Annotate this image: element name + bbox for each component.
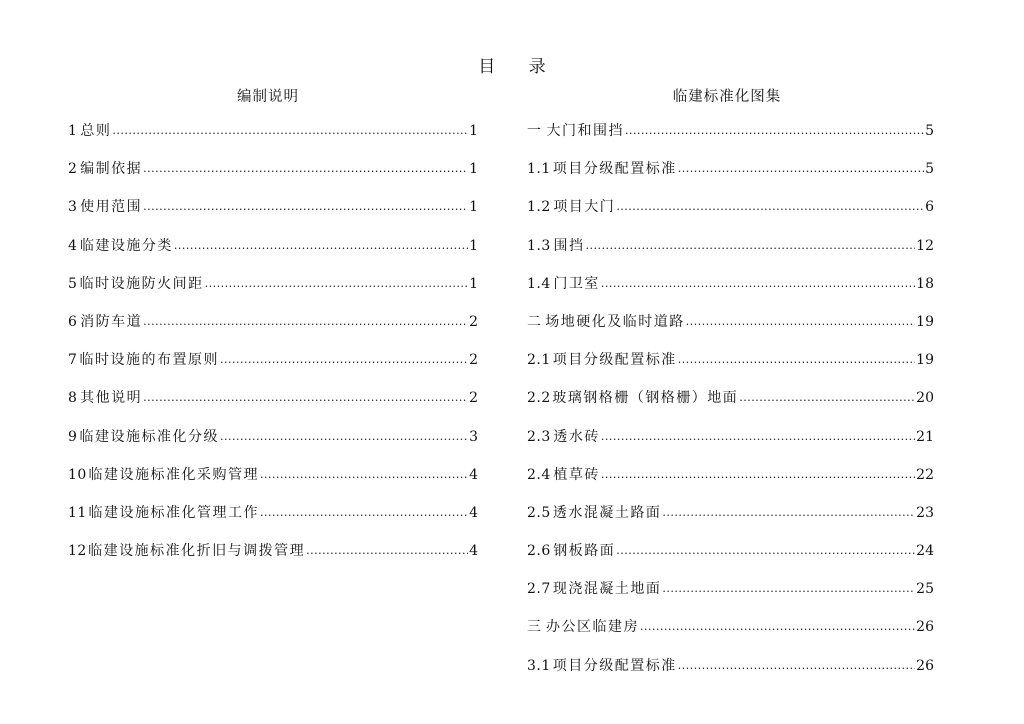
toc-entry-title: 项目大门 [553, 199, 616, 216]
toc-entry-title: 透水混凝土路面 [552, 504, 662, 521]
toc-entry-page-number: 1 [469, 275, 478, 292]
toc-entry-title: 临建设施分类 [79, 237, 173, 254]
toc-entry-title: 门卫室 [553, 275, 600, 292]
toc-entry-number: 3 [68, 199, 78, 216]
toc-entry-number: 2.7 [527, 581, 551, 598]
toc-dot-leader [601, 424, 915, 450]
toc-dot-leader [205, 271, 468, 297]
toc-dot-leader [143, 194, 468, 220]
toc-entry-page-number: 19 [916, 352, 934, 369]
toc-entry-title: 钢板路面 [553, 543, 616, 560]
toc-entry-number: 三 [527, 619, 542, 636]
toc-entry[interactable] [527, 233, 934, 271]
toc-entry-title: 玻璃钢格栅（钢格栅）地面 [552, 390, 739, 407]
toc-entry-page-number: 22 [916, 466, 934, 483]
toc-dot-leader [616, 538, 915, 564]
toc-dot-leader [640, 614, 915, 640]
toc-entry-title: 临建设施标准化采购管理 [88, 466, 260, 483]
toc-entry-title: 项目分级配置标准 [552, 352, 677, 369]
toc-entry[interactable] [527, 424, 934, 462]
toc-dot-leader [586, 233, 916, 259]
toc-entry[interactable] [527, 156, 934, 194]
toc-entry-page-number: 1 [469, 161, 478, 178]
toc-entry-page-number: 24 [916, 543, 934, 560]
toc-entry-title: 其他说明 [80, 390, 143, 407]
toc-entry[interactable] [527, 576, 934, 614]
toc-entry[interactable] [68, 385, 478, 423]
toc-dot-leader [739, 385, 915, 411]
toc-entry-page-number: 5 [925, 161, 934, 178]
toc-entry-title: 现浇混凝土地面 [552, 581, 662, 598]
toc-entry-title: 消防车道 [80, 313, 143, 330]
toc-entry-number: 7 [68, 352, 78, 369]
toc-entry[interactable] [68, 233, 478, 271]
toc-entry[interactable] [68, 194, 478, 232]
toc-entry-number: 1.2 [527, 199, 551, 216]
toc-entry-page-number: 3 [469, 428, 478, 445]
toc-entry-number: 1.4 [527, 275, 551, 292]
toc-entry-page-number: 26 [916, 657, 934, 674]
toc-entry-page-number: 4 [469, 504, 478, 521]
toc-entry-number: 2 [68, 161, 78, 178]
toc-dot-leader [625, 118, 924, 144]
toc-dot-leader [174, 233, 468, 259]
toc-entry[interactable] [527, 462, 934, 500]
toc-entry[interactable] [527, 271, 934, 309]
toc-entry[interactable] [68, 424, 478, 462]
toc-dot-leader [306, 538, 468, 564]
toc-entry-number: 11 [68, 504, 87, 521]
toc-entry-number: 8 [68, 390, 78, 407]
toc-entry-number: 2.3 [527, 428, 551, 445]
toc-entry-page-number: 1 [469, 237, 478, 254]
toc-entry-number: 6 [68, 313, 78, 330]
toc-entry[interactable] [527, 614, 934, 652]
toc-entry-page-number: 1 [469, 123, 478, 139]
toc-entry-page-number: 25 [916, 581, 934, 598]
toc-entry-number: 1.3 [527, 237, 551, 254]
toc-entry-title: 透水砖 [553, 428, 600, 445]
column-heading-preparation-notes: 编制说明 [237, 89, 299, 105]
toc-dot-leader [616, 194, 924, 220]
toc-dot-leader [686, 309, 915, 335]
toc-entry-title: 编制依据 [80, 161, 143, 178]
toc-dot-leader [678, 653, 915, 679]
toc-entry-title: 临时设施防火间距 [79, 275, 204, 292]
toc-entry-number: 9 [68, 428, 78, 445]
toc-entry[interactable] [68, 347, 478, 385]
toc-entry-number: 12 [68, 543, 87, 560]
toc-entry[interactable] [527, 118, 934, 156]
toc-dot-leader [112, 118, 468, 144]
toc-entry-number: 2.2 [527, 390, 551, 407]
toc-entry-number: 一 [527, 123, 542, 139]
toc-entry-page-number: 1 [469, 199, 478, 216]
toc-entry[interactable] [68, 118, 478, 156]
toc-entry-page-number: 12 [916, 237, 934, 254]
toc-entry[interactable] [527, 347, 934, 385]
toc-entry-page-number: 2 [469, 313, 478, 330]
toc-dot-leader [678, 347, 915, 373]
toc-entry-title: 临建设施标准化管理工作 [88, 504, 260, 521]
toc-entry[interactable] [527, 500, 934, 538]
toc-entry[interactable] [68, 538, 478, 576]
toc-entry-page-number: 20 [916, 390, 934, 407]
toc-entry-number: 2.1 [527, 352, 551, 369]
toc-dot-leader [143, 385, 468, 411]
toc-entry[interactable] [68, 500, 478, 538]
toc-entry-title: 临建设施标准化折旧与调拨管理 [88, 543, 306, 560]
toc-dot-leader [662, 576, 915, 602]
toc-entry[interactable] [68, 309, 478, 347]
toc-entry-number: 4 [68, 237, 78, 254]
toc-dot-leader [678, 156, 924, 182]
toc-entry-number: 2.4 [527, 466, 551, 483]
toc-dot-leader [220, 424, 468, 450]
toc-entry-page-number: 4 [469, 466, 478, 483]
toc-entry-title: 使用范围 [80, 199, 143, 216]
toc-entry[interactable] [527, 538, 934, 576]
toc-entry-page-number: 5 [925, 123, 934, 139]
toc-entry-number: 2.5 [527, 504, 551, 521]
toc-entry-title: 临时设施的布置原则 [79, 352, 219, 369]
toc-entry-number: 1 [68, 123, 78, 139]
toc-dot-leader [601, 462, 915, 488]
toc-dot-leader [662, 500, 915, 526]
toc-entry-page-number: 2 [469, 390, 478, 407]
toc-dot-leader [601, 271, 915, 297]
toc-entry-title: 总则 [80, 123, 112, 139]
toc-list-right [527, 118, 934, 691]
page-title: 目 录 [478, 57, 560, 77]
toc-entry-number: 5 [68, 275, 78, 292]
toc-entry-page-number: 23 [916, 504, 934, 521]
toc-entry[interactable] [527, 385, 934, 423]
toc-entry[interactable] [68, 271, 478, 309]
toc-dot-leader [220, 347, 468, 373]
toc-entry-page-number: 26 [916, 619, 934, 636]
toc-entry-page-number: 2 [469, 352, 478, 369]
toc-entry-title: 办公区临建房 [546, 619, 640, 636]
toc-entry-title: 项目分级配置标准 [552, 657, 677, 674]
toc-list-left [68, 118, 478, 576]
column-heading-standard-atlas: 临建标准化图集 [672, 89, 782, 105]
toc-entry-title: 围挡 [553, 237, 585, 254]
toc-entry[interactable] [68, 462, 478, 500]
toc-dot-leader [260, 500, 468, 526]
toc-entry[interactable] [68, 156, 478, 194]
toc-entry-number: 2.6 [527, 543, 551, 560]
toc-dot-leader [143, 156, 468, 182]
toc-entry-title: 项目分级配置标准 [552, 161, 677, 178]
toc-entry-number: 二 [527, 313, 542, 330]
toc-entry[interactable] [527, 194, 934, 232]
toc-dot-leader [260, 462, 468, 488]
toc-entry-title: 大门和围挡 [546, 123, 624, 139]
toc-entry-page-number: 6 [925, 199, 934, 216]
toc-entry-title: 临建设施标准化分级 [79, 428, 219, 445]
toc-dot-leader [143, 309, 468, 335]
toc-entry-page-number: 18 [916, 275, 934, 292]
toc-entry-number: 10 [68, 466, 87, 483]
toc-entry-page-number: 21 [916, 428, 934, 445]
toc-entry-page-number: 4 [469, 543, 478, 560]
toc-entry-title: 植草砖 [553, 466, 600, 483]
toc-entry-number: 1.1 [527, 161, 551, 178]
toc-entry-title: 场地硬化及临时道路 [545, 313, 685, 330]
toc-entry[interactable] [527, 309, 934, 347]
toc-entry[interactable] [527, 653, 934, 691]
toc-entry-page-number: 19 [916, 313, 934, 330]
toc-entry-number: 3.1 [527, 657, 551, 674]
